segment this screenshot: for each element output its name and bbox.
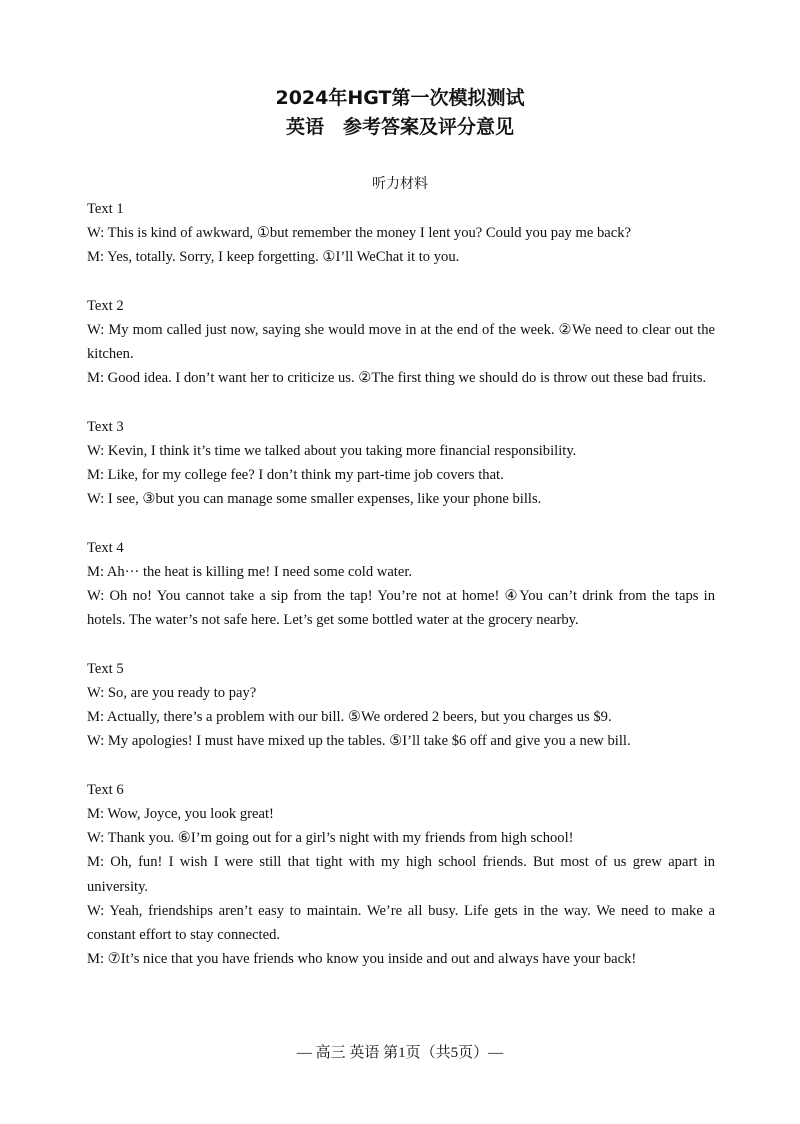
transcript-heading: Text 6 xyxy=(87,781,124,798)
transcript-heading: Text 3 xyxy=(87,418,124,435)
title-line-answer-key: 英语 参考答案及评分意见 xyxy=(285,116,514,138)
listening-transcripts xyxy=(87,197,715,996)
dialogue-line: W: Kevin, I think it’s time we talked about you taking more financial responsibility. xyxy=(87,443,577,459)
dialogue-line: M: Like, for my college fee? I don’t think my part-time job covers that. xyxy=(87,467,504,484)
document-title xyxy=(0,84,800,142)
transcript-heading: Text 2 xyxy=(87,297,124,314)
title-line-exam: 2024年HGT第一次模拟测试 xyxy=(275,87,525,109)
transcript-heading: Text 4 xyxy=(87,539,124,556)
dialogue-line: W: My mom called just now, saying she would move in at the end of the week. ②We need to clear out the kitchen. xyxy=(87,322,715,363)
transcript-block xyxy=(87,536,715,633)
dialogue-line: M: Yes, totally. Sorry, I keep forgetting. ①I’ll WeChat it to you. xyxy=(87,249,460,266)
dialogue-line: M: Good idea. I don’t want her to criticize us. ②The first thing we should do is throw out these bad fruits. xyxy=(87,370,707,387)
dialogue-line: W: This is kind of awkward, ①but remember the money I lent you? Could you pay me back? xyxy=(87,225,632,242)
transcript-heading: Text 5 xyxy=(87,660,124,677)
dialogue-line: W: My apologies! I must have mixed up the tables. ⑤I’ll take $6 off and give you a new bill. xyxy=(87,733,631,750)
transcript-block xyxy=(87,294,715,391)
dialogue-line: M: Wow, Joyce, you look great! xyxy=(87,806,274,822)
dialogue-line: W: Oh no! You cannot take a sip from the tap! You’re not at home! ④You can’t drink from the taps in hotels. The water’s not safe here. Let’s get some bottled water at the grocery nearby. xyxy=(87,588,715,629)
transcript-block xyxy=(87,778,715,972)
transcript-heading: Text 1 xyxy=(87,201,124,217)
dialogue-line: M: ⑦It’s nice that you have friends who know you inside and out and always have your back! xyxy=(87,951,637,968)
dialogue-line: W: So, are you ready to pay? xyxy=(87,685,257,701)
dialogue-line: M: Oh, fun! I wish I were still that tight with my high school friends. But most of us grew apart in university. xyxy=(87,854,715,895)
transcript-block xyxy=(87,657,715,754)
dialogue-line: W: Thank you. ⑥I’m going out for a girl’s night with my friends from high school! xyxy=(87,830,574,847)
section-title-listening-material: 听力材料 xyxy=(372,176,428,192)
dialogue-line: W: I see, ③but you can manage some smaller expenses, like your phone bills. xyxy=(87,491,542,508)
page-footer: — 高三 英语 第1页（共5页）— xyxy=(296,1045,504,1061)
dialogue-line: W: Yeah, friendships aren’t easy to maintain. We’re all busy. Life gets in the way. We need to make a constant effort to stay connected. xyxy=(87,902,715,944)
dialogue-line: M: Actually, there’s a problem with our bill. ⑤We ordered 2 beers, but you charges us $9. xyxy=(87,709,612,726)
dialogue-line: M: Ah··· the heat is killing me! I need some cold water. xyxy=(87,564,413,580)
transcript-block xyxy=(87,197,715,270)
transcript-block xyxy=(87,415,715,512)
